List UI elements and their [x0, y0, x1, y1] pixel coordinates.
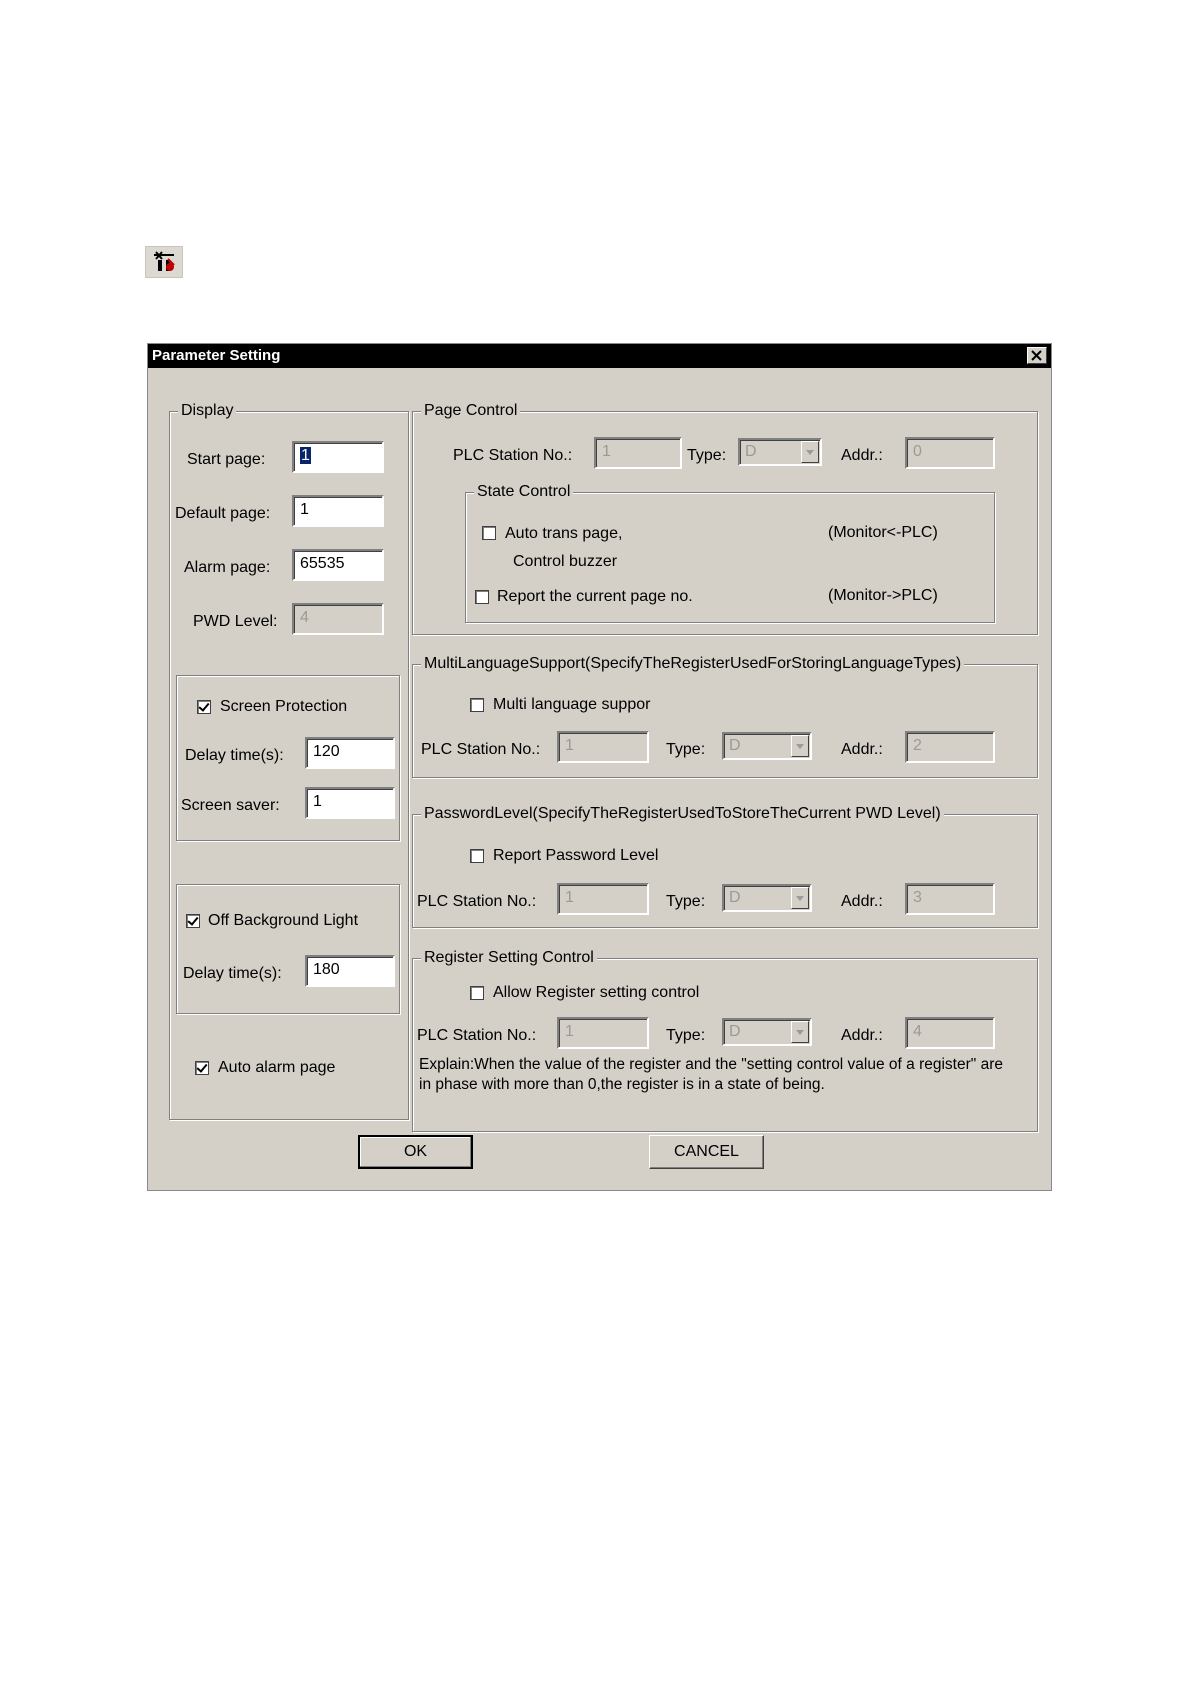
close-icon — [1028, 348, 1046, 363]
pwd-level-label: PWD Level: — [193, 613, 278, 630]
close-button[interactable] — [1027, 347, 1047, 364]
ml-addr-label: Addr.: — [841, 741, 883, 758]
pl-addr-input[interactable]: 3 — [905, 883, 995, 915]
password-level-legend: PasswordLevel(SpecifyTheRegisterUsedToStoreTheCurrent PWD Level) — [421, 805, 944, 823]
multi-language-checkbox[interactable] — [470, 698, 484, 712]
chevron-down-icon — [791, 735, 809, 757]
register-setting-legend: Register Setting Control — [421, 949, 597, 967]
rs-station-input[interactable]: 1 — [557, 1017, 649, 1049]
page-control-legend: Page Control — [421, 402, 520, 420]
multi-language-label: Multi language suppor — [493, 696, 651, 713]
parameter-setting-dialog — [147, 343, 1052, 1191]
multi-language-group — [412, 655, 1038, 778]
monitor-from-plc-label: (Monitor<-PLC) — [828, 524, 938, 541]
sp-delay-input[interactable]: 120 — [305, 737, 395, 769]
bl-delay-input[interactable]: 180 — [305, 955, 395, 987]
screen-protection-label: Screen Protection — [220, 698, 348, 715]
ml-station-input[interactable]: 1 — [557, 731, 649, 763]
background-light-box — [176, 884, 400, 1014]
start-page-label: Start page: — [187, 451, 266, 468]
pwd-level-input[interactable]: 4 — [292, 603, 384, 635]
register-setting-checkbox[interactable] — [470, 986, 484, 1000]
register-setting-group — [412, 949, 1038, 1132]
pl-type-select[interactable]: D — [722, 884, 812, 912]
page-control-group — [412, 402, 1038, 635]
rs-addr-label: Addr.: — [841, 1027, 883, 1044]
bl-delay-label: Delay time(s): — [183, 965, 282, 982]
default-page-label: Default page: — [175, 505, 271, 522]
pc-type-label: Type: — [687, 447, 727, 464]
password-level-label: Report Password Level — [493, 847, 659, 864]
auto-alarm-label: Auto alarm page — [218, 1059, 336, 1076]
off-bg-light-label: Off Background Light — [208, 912, 359, 929]
state-control-legend: State Control — [474, 483, 573, 501]
explain-text-line1: Explain:When the value of the register and the "setting control value of a register" are — [419, 1056, 1003, 1073]
pc-type-select[interactable]: D — [738, 438, 822, 466]
screen-saver-label: Screen saver: — [181, 797, 280, 814]
auto-trans-label: Auto trans page, — [505, 525, 623, 542]
explain-text-line2: in phase with more than 0,the register is in a state of being. — [419, 1076, 825, 1093]
report-page-checkbox[interactable] — [475, 590, 489, 604]
pl-station-label: PLC Station No.: — [417, 893, 537, 910]
screen-saver-input[interactable]: 1 — [305, 787, 395, 819]
default-page-input[interactable]: 1 — [292, 495, 384, 527]
ml-addr-input[interactable]: 2 — [905, 731, 995, 763]
cancel-button[interactable]: CANCEL — [649, 1135, 764, 1169]
ok-button[interactable]: OK — [358, 1135, 473, 1169]
password-level-group — [412, 805, 1038, 928]
screen-protection-checkbox[interactable] — [197, 700, 211, 714]
ml-type-label: Type: — [666, 741, 706, 758]
multi-language-legend: MultiLanguageSupport(SpecifyTheRegisterUsedForStoringLanguageTypes) — [421, 655, 964, 673]
auto-trans-checkbox[interactable] — [482, 526, 496, 540]
chevron-down-icon — [791, 1021, 809, 1043]
alarm-page-label: Alarm page: — [184, 559, 271, 576]
dialog-title: Parameter Setting — [148, 344, 1051, 368]
display-legend: Display — [178, 402, 236, 420]
rs-type-label: Type: — [666, 1027, 706, 1044]
pc-station-label: PLC Station No.: — [453, 447, 573, 464]
screen-protection-box — [176, 675, 400, 841]
password-level-checkbox[interactable] — [470, 849, 484, 863]
pl-station-input[interactable]: 1 — [557, 883, 649, 915]
start-page-input[interactable]: 1 — [292, 441, 384, 473]
control-buzzer-label: Control buzzer — [513, 553, 618, 570]
sp-delay-label: Delay time(s): — [185, 747, 284, 764]
monitor-to-plc-label: (Monitor->PLC) — [828, 587, 938, 604]
register-setting-label: Allow Register setting control — [493, 984, 700, 1001]
pl-addr-label: Addr.: — [841, 893, 883, 910]
state-control-group — [465, 483, 995, 623]
auto-alarm-checkbox[interactable] — [195, 1061, 209, 1075]
pl-type-label: Type: — [666, 893, 706, 910]
pc-addr-input[interactable]: 0 — [905, 437, 995, 469]
rs-station-label: PLC Station No.: — [417, 1027, 537, 1044]
chevron-down-icon — [791, 887, 809, 909]
parameter-setting-tool-icon[interactable] — [145, 246, 183, 278]
alarm-page-input[interactable]: 65535 — [292, 549, 384, 581]
rs-type-select[interactable]: D — [722, 1018, 812, 1046]
ml-type-select[interactable]: D — [722, 732, 812, 760]
report-page-label: Report the current page no. — [497, 588, 693, 605]
ml-station-label: PLC Station No.: — [421, 741, 541, 758]
off-bg-light-checkbox[interactable] — [186, 914, 200, 928]
chevron-down-icon — [801, 441, 819, 463]
pc-station-input[interactable]: 1 — [594, 437, 682, 469]
display-group — [169, 402, 409, 1120]
rs-addr-input[interactable]: 4 — [905, 1017, 995, 1049]
pc-addr-label: Addr.: — [841, 447, 883, 464]
